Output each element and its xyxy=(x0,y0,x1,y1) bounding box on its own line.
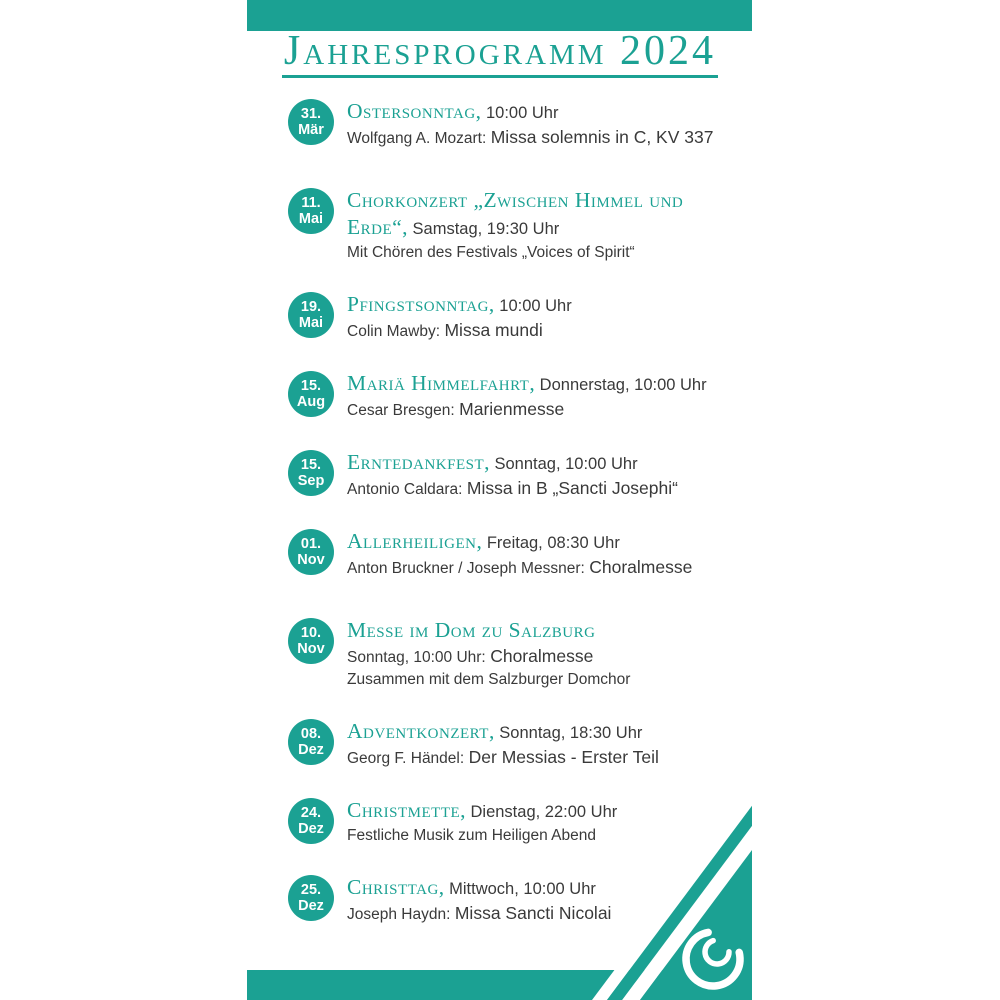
event-head xyxy=(347,371,747,398)
event-month: Dez xyxy=(298,898,324,915)
event-detail-prefix: Antonio Caldara: xyxy=(347,481,463,499)
event-detail xyxy=(347,746,747,770)
event-day: 15. xyxy=(300,378,322,395)
event-month: Dez xyxy=(298,821,324,838)
event-time: 10:00 Uhr xyxy=(499,297,572,316)
event-month: Nov xyxy=(297,552,325,569)
event-detail-prefix: Colin Mawby: xyxy=(347,323,441,341)
event-head xyxy=(347,618,747,645)
event-month: Mai xyxy=(298,211,324,228)
event-title: Allerheiligen, xyxy=(347,529,483,554)
event-day: 10. xyxy=(300,625,322,642)
event-detail-work: Choralmesse xyxy=(490,646,594,667)
event-day: 25. xyxy=(300,882,322,899)
event-detail-prefix: Joseph Haydn: xyxy=(347,906,451,924)
event-head xyxy=(347,529,747,556)
date-badge xyxy=(288,618,334,664)
date-badge xyxy=(288,529,334,575)
event-title: Adventkonzert, xyxy=(347,719,495,744)
event-title: Mariä Himmelfahrt, xyxy=(347,371,536,396)
event-detail-work: Choralmesse xyxy=(589,557,693,578)
event-title: Ostersonntag, xyxy=(347,99,482,124)
date-badge xyxy=(288,188,334,234)
event-head xyxy=(347,188,747,242)
event-detail-work: Missa in B „Sancti Josephi“ xyxy=(466,478,678,499)
event-detail-prefix: Anton Bruckner / Joseph Messner: xyxy=(347,560,585,578)
event-detail-work: Missa mundi xyxy=(444,320,543,341)
event-body xyxy=(347,188,747,264)
event-time: Sonntag, 18:30 Uhr xyxy=(499,724,643,743)
event-detail-prefix: Cesar Bresgen: xyxy=(347,402,455,420)
event-detail-prefix: Wolfgang A. Mozart: xyxy=(347,130,487,148)
event-detail xyxy=(347,556,747,580)
event-title: Messe im Dom zu Salzburg xyxy=(347,618,596,643)
event-title: Christtag, xyxy=(347,875,445,900)
event-day: 19. xyxy=(300,299,322,316)
date-badge xyxy=(288,292,334,338)
corner-stripes-decoration xyxy=(532,780,752,1000)
event-day: 01. xyxy=(300,536,322,553)
event-day: 15. xyxy=(300,457,322,474)
event-head xyxy=(347,450,747,477)
event-time: Donnerstag, 10:00 Uhr xyxy=(539,376,707,395)
event-time: 10:00 Uhr xyxy=(486,104,559,123)
event-month: Sep xyxy=(297,473,325,490)
event-row xyxy=(288,371,760,422)
event-row xyxy=(288,188,760,264)
event-row xyxy=(288,719,760,770)
event-time: Freitag, 08:30 Uhr xyxy=(486,534,620,553)
event-title: Christmette, xyxy=(347,798,467,823)
event-body xyxy=(347,371,747,422)
event-detail xyxy=(347,319,747,343)
event-row xyxy=(288,292,760,343)
event-month: Nov xyxy=(297,641,325,658)
event-row xyxy=(288,99,760,150)
event-day: 24. xyxy=(300,805,322,822)
event-detail xyxy=(347,126,747,150)
event-month: Mär xyxy=(298,122,324,139)
event-detail-work: Missa solemnis in C, KV 337 xyxy=(490,127,714,148)
event-day: 31. xyxy=(300,106,322,123)
event-body xyxy=(347,99,747,150)
event-body xyxy=(347,529,747,580)
event-body xyxy=(347,450,747,501)
header xyxy=(240,0,760,78)
event-detail-extra: Zusammen mit dem Salzburger Domchor xyxy=(347,671,631,689)
event-detail-prefix: Georg F. Händel: xyxy=(347,750,465,768)
event-time: Mittwoch, 10:00 Uhr xyxy=(449,880,596,899)
event-detail xyxy=(347,242,747,264)
event-detail xyxy=(347,477,747,501)
event-title: Chorkonzert „Zwischen Himmel und Erde“, xyxy=(347,188,684,240)
event-body xyxy=(347,618,747,691)
event-day: 11. xyxy=(301,195,321,212)
event-detail-work: Missa Sancti Nicolai xyxy=(454,903,612,924)
event-title: Erntedankfest, xyxy=(347,450,491,475)
event-row xyxy=(288,450,760,501)
date-badge xyxy=(288,875,334,921)
program-flyer xyxy=(240,0,760,1000)
event-time: Sonntag, 10:00 Uhr xyxy=(494,455,638,474)
event-row xyxy=(288,529,760,580)
event-head xyxy=(347,99,747,126)
event-detail xyxy=(347,398,747,422)
event-head xyxy=(347,292,747,319)
event-detail-prefix: Festliche Musik zum Heiligen Abend xyxy=(347,827,596,845)
event-head xyxy=(347,719,747,746)
event-body xyxy=(347,719,747,770)
page-title: Jahresprogramm 2024 xyxy=(282,29,718,78)
event-month: Aug xyxy=(296,394,326,411)
date-badge xyxy=(288,798,334,844)
event-month: Mai xyxy=(298,315,324,332)
event-day: 08. xyxy=(300,726,322,743)
date-badge xyxy=(288,450,334,496)
event-row xyxy=(288,618,760,691)
event-detail-work: Marienmesse xyxy=(459,399,565,420)
date-badge xyxy=(288,99,334,145)
event-title: Pfingstsonntag, xyxy=(347,292,495,317)
event-time: Samstag, 19:30 Uhr xyxy=(412,220,560,239)
date-badge xyxy=(288,719,334,765)
event-month: Dez xyxy=(298,742,324,759)
event-detail-work: Der Messias - Erster Teil xyxy=(468,747,659,768)
event-detail xyxy=(347,645,747,669)
event-time: Dienstag, 22:00 Uhr xyxy=(470,803,618,822)
date-badge xyxy=(288,371,334,417)
event-detail-prefix: Sonntag, 10:00 Uhr: xyxy=(347,649,486,667)
event-body xyxy=(347,292,747,343)
event-detail-prefix: Mit Chören des Festivals „Voices of Spirit“ xyxy=(347,244,635,262)
